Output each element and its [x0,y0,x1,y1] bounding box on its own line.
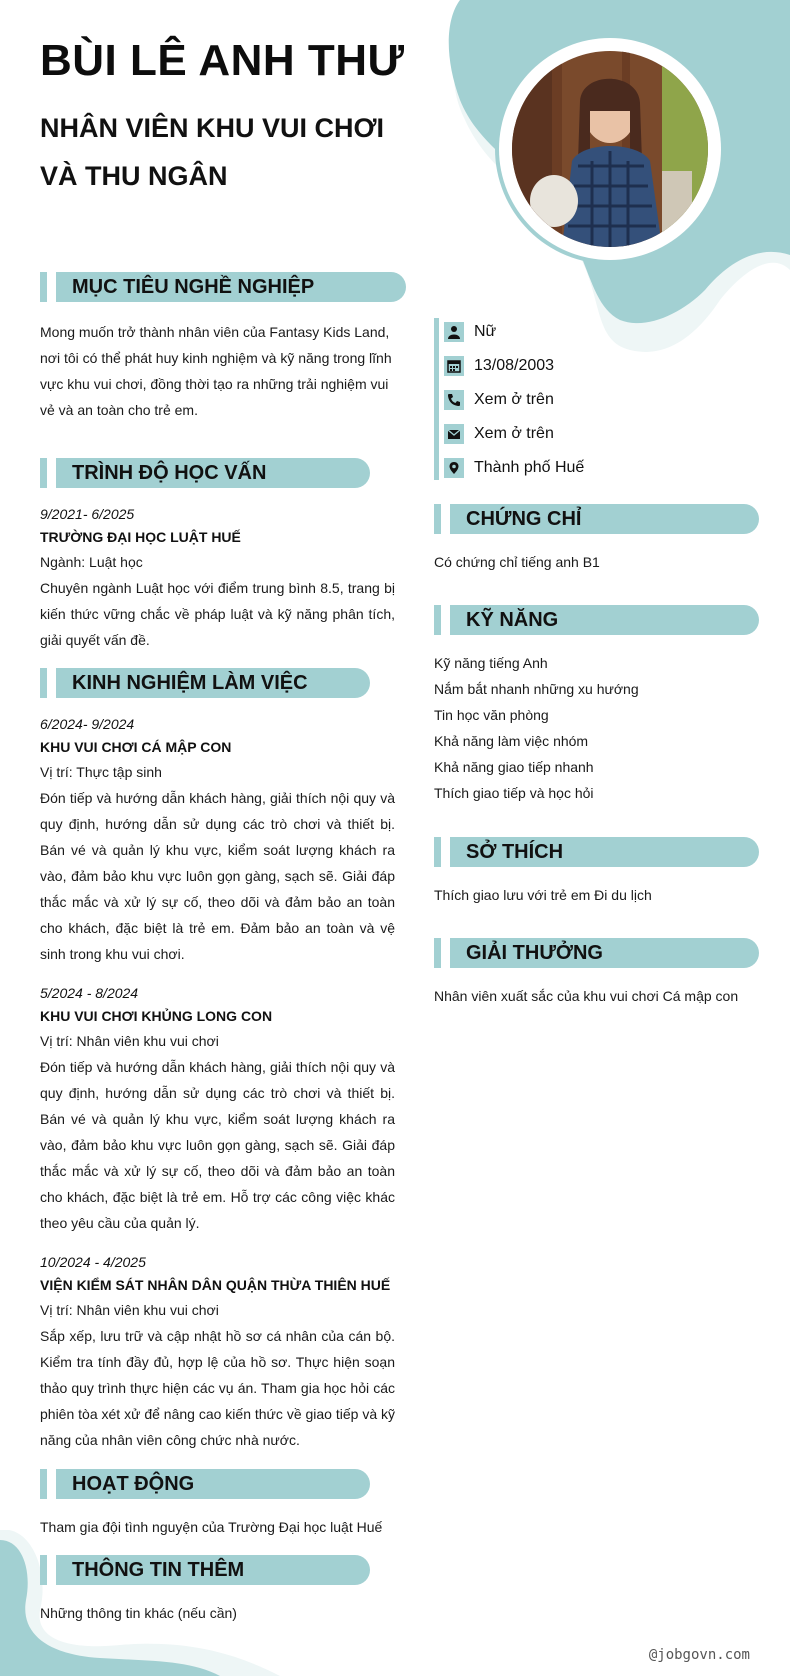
contact-gender [444,320,496,344]
section-title: MỤC TIÊU NGHỀ NGHIỆP [72,275,315,298]
skill-item: Nắm bắt nhanh những xu hướng [434,681,639,697]
experience-role: Vị trí: Nhân viên khu vui chơi [40,1033,219,1049]
experience-description: Sắp xếp, lưu trữ và cập nhật hồ sơ cá nhân của cán bộ. Kiểm tra tính đầy đủ, hợp lệ của hồ sơ. Thực hiện soạn thảo quy trình thực hiện các vụ án. Tham gia học hỏi các phiên tòa xét xử để nâng cao kiến thức về giao tiếp và kỹ năng của nhân viên công chức nhà nước. [40,1328,395,1448]
skill-item: Thích giao tiếp và học hỏi [434,785,594,801]
experience-org: KHU VUI CHƠI CÁ MẬP CON [40,739,232,755]
section-title: KINH NGHIỆM LÀM VIỆC [72,671,308,694]
contact-address [444,456,584,480]
certificates-text: Có chứng chỉ tiếng anh B1 [434,554,600,570]
watermark: @jobgovn.com [648,1647,750,1663]
experience-role: Vị trí: Thực tập sinh [40,764,162,780]
skill-item: Tin học văn phòng [434,707,549,723]
section-title: TRÌNH ĐỘ HỌC VẤN [72,461,267,484]
gender-text: Nữ [474,323,497,340]
job-title: NHÂN VIÊN KHU VUI CHƠI VÀ THU NGÂN [40,113,385,191]
address-text: Thành phố Huế [474,459,585,476]
experience-org: KHU VUI CHƠI KHỦNG LONG CON [40,1008,273,1024]
experience-org: VIỆN KIỂM SÁT NHÂN DÂN QUẬN THỪA THIÊN HUẾ [40,1277,391,1293]
avatar [512,51,708,247]
additional-info-text: Những thông tin khác (nếu cần) [40,1605,237,1621]
mail-icon [444,424,464,444]
skill-item: Khả năng giao tiếp nhanh [434,759,594,775]
section-header-skills [434,605,759,635]
experience-description: Đón tiếp và hướng dẫn khách hàng, giải thích nội quy và quy định, hướng dẫn sử dụng các trò chơi và thiết bị. Bán vé và quản lý khu vực, kiểm soát lượng khách ra vào, đảm bảo khu vực luôn gọn gàng, sạch sẽ. Giải đáp thắc mắc và xử lý sự cố, theo dõi và đảm bảo an toàn cho khách, đặc biệt là trẻ em. Đảm bảo an toàn và vệ sinh trong khu vui chơi. [40,790,395,962]
experience-role: Vị trí: Nhân viên khu vui chơi [40,1302,219,1318]
contact-email [444,422,554,446]
education-date: 9/2021- 6/2025 [40,506,135,522]
section-header-experience [40,668,370,698]
section-header-education [40,458,370,488]
section-header-certificates [434,504,759,534]
education-school: TRƯỜNG ĐẠI HỌC LUẬT HUẾ [40,529,241,545]
section-header-additional-info [40,1555,370,1585]
calendar-icon [444,356,464,376]
candidate-name: BÙI LÊ ANH THƯ [40,36,405,85]
profile-photo-frame [499,38,721,260]
section-title: THÔNG TIN THÊM [72,1558,245,1581]
objective-text: Mong muốn trở thành nhân viên của Fantasy Kids Land, nơi tôi có thể phát huy kinh nghiệm và kỹ năng trong lĩnh vực khu vui chơi, đồng thời tạo ra những trải nghiệm vui vẻ và an toàn cho trẻ em. [40,324,392,418]
awards-text: Nhân viên xuất sắc của khu vui chơi Cá mập con [434,988,739,1004]
section-title: GIẢI THƯỞNG [466,941,603,964]
section-header-objective [40,272,406,302]
contact-birthday [444,354,554,378]
hobbies-text: Thích giao lưu với trẻ em Đi du lịch [434,887,652,903]
section-header-hobbies [434,837,759,867]
person-icon [444,322,464,342]
birthday-text: 13/08/2003 [474,357,555,374]
experience-date: 10/2024 - 4/2025 [40,1254,146,1270]
section-title: CHỨNG CHỈ [466,507,582,530]
activities-text: Tham gia đội tình nguyện của Trường Đại học luật Huế [40,1519,383,1535]
location-icon [444,458,464,478]
section-title: HOẠT ĐỘNG [72,1472,195,1495]
email-text[interactable]: Xem ở trên [474,425,554,442]
phone-text[interactable]: Xem ở trên [474,391,554,408]
phone-icon [444,390,464,410]
experience-description: Đón tiếp và hướng dẫn khách hàng, giải thích nội quy và quy định, hướng dẫn sử dụng các trò chơi và thiết bị. Bán vé và quản lý khu vực, kiểm soát lượng khách ra vào, đảm bảo khu vực luôn gọn gàng, sạch sẽ. Giải đáp thắc mắc và xử lý sự cố, theo dõi và đảm bảo an toàn cho khách, đặc biệt là trẻ em. Hỗ trợ các công việc khác theo yêu cầu của quản lý. [40,1059,395,1231]
section-title: KỸ NĂNG [466,608,559,631]
education-major: Ngành: Luật học [40,554,143,570]
experience-date: 5/2024 - 8/2024 [40,985,139,1001]
section-header-activities [40,1469,370,1499]
profile-photo [512,51,708,247]
contact-phone [444,388,554,412]
section-title: SỞ THÍCH [466,840,564,863]
education-description: Chuyên ngành Luật học với điểm trung bình 8.5, trang bị kiến thức vững chắc về pháp luật và kỹ năng phân tích, giải quyết vấn đề. [40,580,395,648]
contact-accent-bar [434,318,439,480]
section-header-awards [434,938,759,968]
skill-item: Kỹ năng tiếng Anh [434,655,548,671]
skill-item: Khả năng làm việc nhóm [434,733,589,749]
experience-date: 6/2024- 9/2024 [40,716,135,732]
